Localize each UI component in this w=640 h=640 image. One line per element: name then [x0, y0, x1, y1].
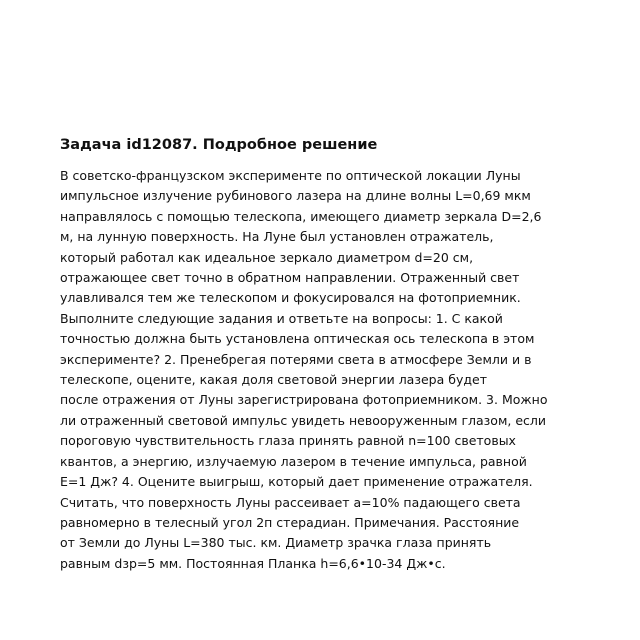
problem-text-line: направлялось с помощью телескопа, имеющего диаметр зеркала D=2,6	[60, 208, 542, 224]
problem-text-line: Считать, что поверхность Луны рассеивает a=10% падающего света	[60, 494, 521, 510]
problem-text-line: Выполните следующие задания и ответьте на вопросы: 1. С какой	[60, 310, 503, 326]
problem-text-line: от Земли до Луны L=380 тыс. км. Диаметр зрачка глаза принять	[60, 535, 492, 551]
problem-text-line: равномерно в телесный угол 2п стерадиан. Примечания. Расстояние	[60, 514, 520, 530]
problem-text-line: импульсное излучение рубинового лазера на длине волны L=0,69 мкм	[60, 188, 531, 204]
problem-text-line: м, на лунную поверхность. На Луне был установлен отражатель,	[60, 229, 494, 245]
problem-text-line: В советско-французском эксперименте по оптической локации Луны	[60, 168, 521, 183]
problem-text-line: точностью должна быть установлена оптическая ось телескопа в этом	[60, 331, 535, 347]
problem-text-line: который работал как идеальное зеркало диаметром d=20 см,	[60, 249, 474, 265]
problem-document	[60, 136, 580, 574]
problem-text-line: эксперименте? 2. Пренебрегая потерями света в атмосфере Земли и в	[60, 351, 532, 367]
page-title: Задача id12087. Подробное решение	[60, 137, 378, 153]
problem-text-line: равным dзр=5 мм. Постоянная Планка h=6,6•10-34 Дж•с.	[60, 555, 446, 571]
problem-statement	[60, 166, 580, 574]
problem-text-line: квантов, а энергию, излучаемую лазером в течение импульса, равной	[60, 453, 527, 469]
problem-text-line: телескопе, оцените, какая доля световой энергии лазера будет	[60, 372, 487, 388]
problem-text-line: улавливался тем же телескопом и фокусировался на фотоприемник.	[60, 290, 521, 306]
problem-text-line: отражающее свет точно в обратном направлении. Отраженный свет	[60, 270, 520, 286]
problem-text-line: E=1 Дж? 4. Оцените выигрыш, который дает применение отражателя.	[60, 474, 533, 490]
problem-text-line: после отражения от Луны зарегистрирована фотоприемником. 3. Можно	[60, 392, 548, 408]
problem-text-line: пороговую чувствительность глаза принять равной n=100 световых	[60, 433, 516, 449]
problem-text-line: ли отраженный световой импульс увидеть невооруженным глазом, если	[60, 412, 547, 428]
